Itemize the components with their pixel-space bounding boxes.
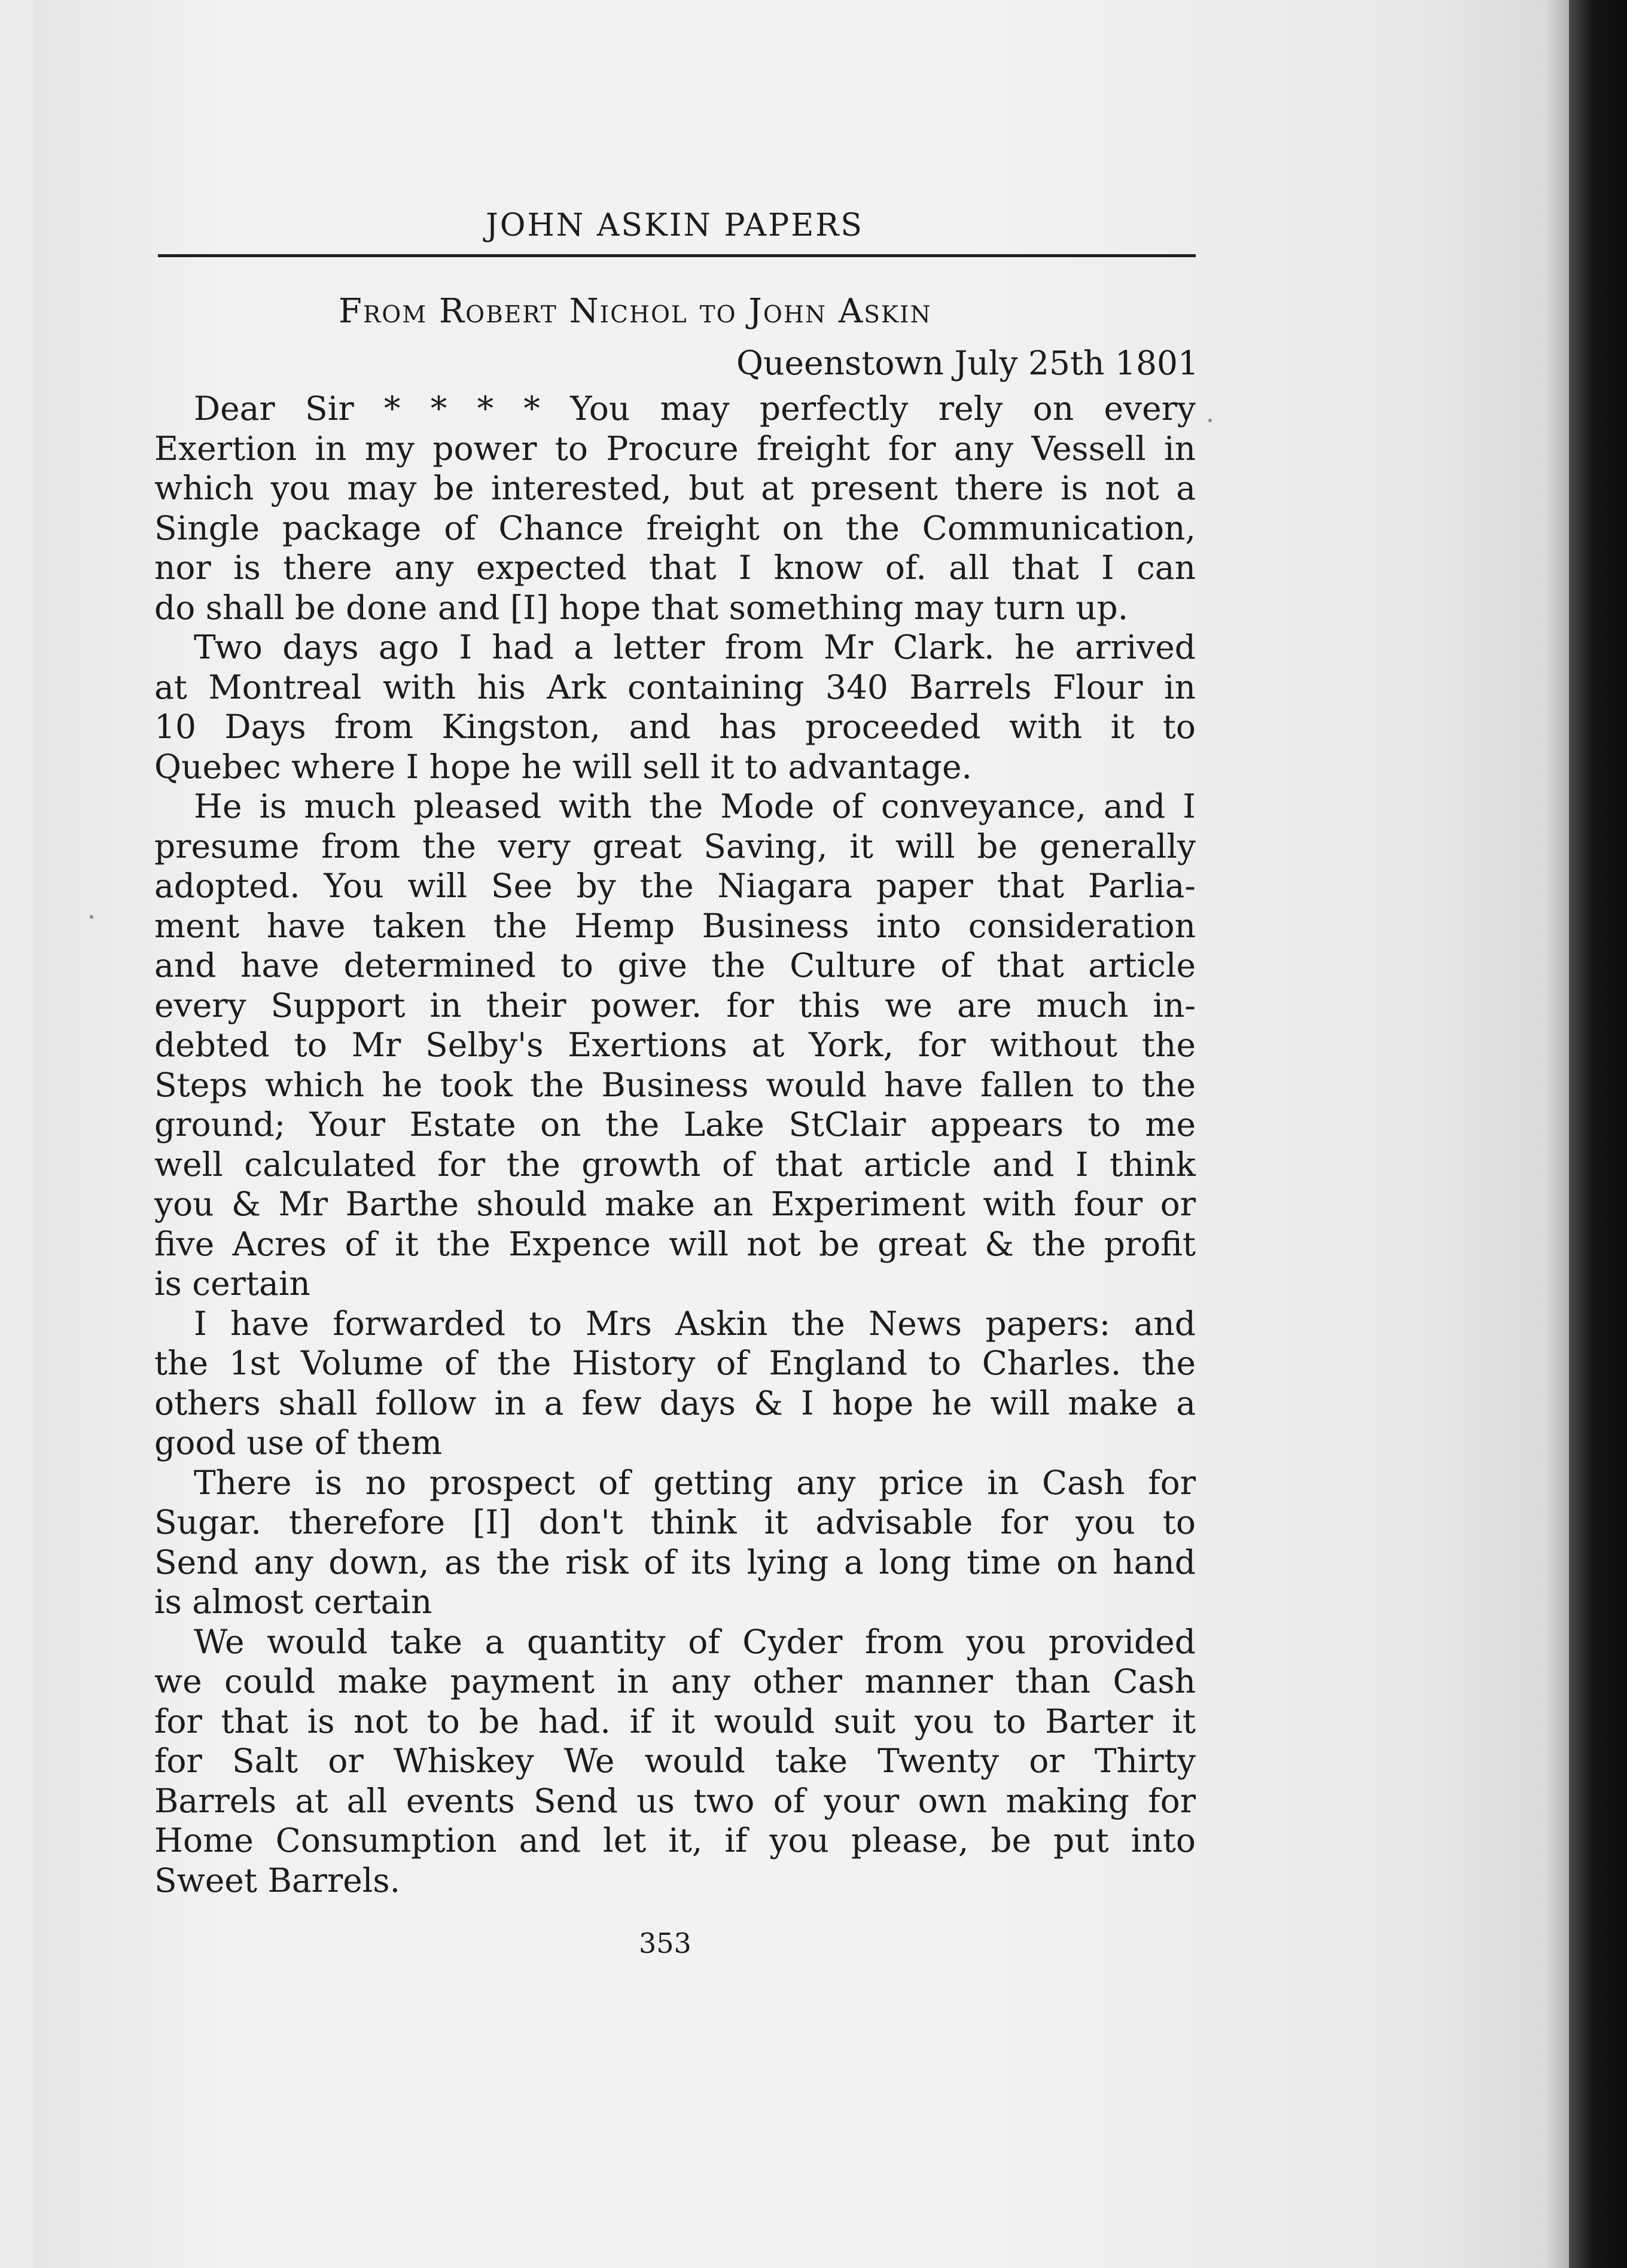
- binding-shadow: [1569, 0, 1627, 2268]
- letter-body: [154, 389, 1196, 1900]
- body-line: do shall be done and [I] hope that something may turn up.: [154, 588, 1129, 627]
- body-line: nor is there any expected that I know of. all that I can: [154, 548, 1196, 587]
- running-head: JOHN ASKIN PAPERS: [486, 208, 864, 243]
- body-line: is almost certain: [154, 1583, 432, 1621]
- body-line: debted to Mr Selby's Exertions at York, for without the: [154, 1026, 1196, 1064]
- letter-title: From Robert Nichol to John Askin: [339, 292, 932, 331]
- body-line: Home Consumption and let it, if you please, be put into: [154, 1821, 1196, 1859]
- body-line: well calculated for the growth of that article and I think: [154, 1145, 1196, 1184]
- body-line: presume from the very great Saving, it will be generally: [154, 827, 1196, 865]
- body-line: is certain: [154, 1264, 310, 1303]
- body-line: Exertion in my power to Procure freight for any Vessell in: [154, 429, 1196, 468]
- body-line: at Montreal with his Ark containing 340 Barrels Flour in: [154, 667, 1196, 706]
- body-line: for that is not to be had. if it would suit you to Barter it: [154, 1702, 1196, 1740]
- body-line: adopted. You will See by the Niagara paper that Parlia-: [154, 867, 1196, 905]
- body-line: Dear Sir * * * * You may perfectly rely on every: [194, 389, 1196, 428]
- body-line: Barrels at all events Send us two of your own making for: [154, 1781, 1196, 1820]
- body-line: I have forwarded to Mrs Askin the News papers: and: [194, 1304, 1196, 1343]
- body-line: Send any down, as the risk of its lying a long time on hand: [154, 1543, 1196, 1581]
- body-line: There is no prospect of getting any price in Cash for: [194, 1463, 1196, 1502]
- body-line: which you may be interested, but at present there is not a: [154, 469, 1196, 507]
- body-line: Sweet Barrels.: [154, 1861, 401, 1900]
- body-line: every Support in their power. for this we are much in-: [154, 986, 1196, 1025]
- body-line: Two days ago I had a letter from Mr Clark. he arrived: [194, 628, 1196, 666]
- body-line: and have determined to give the Culture of that article: [154, 946, 1196, 984]
- dateline: Queenstown July 25th 1801: [736, 344, 1199, 382]
- body-line: We would take a quantity of Cyder from you provided: [194, 1622, 1196, 1661]
- body-line: we could make payment in any other manner than Cash: [154, 1662, 1196, 1700]
- paper-speck: [90, 915, 93, 919]
- header-rule: [158, 254, 1196, 257]
- body-line: ment have taken the Hemp Business into consideration: [154, 906, 1196, 945]
- page-curl-shading: [1545, 0, 1569, 2268]
- body-line: the 1st Volume of the History of England to Charles. the: [154, 1344, 1196, 1382]
- body-line: 10 Days from Kingston, and has proceeded with it to: [154, 708, 1196, 746]
- body-line: you & Mr Barthe should make an Experiment with four or: [154, 1185, 1196, 1223]
- body-line: for Salt or Whiskey We would take Twenty or Thirty: [154, 1742, 1196, 1780]
- body-line: five Acres of it the Expence will not be great & the profit: [154, 1224, 1196, 1263]
- body-line: Quebec where I hope he will sell it to advantage.: [154, 747, 972, 786]
- body-line: good use of them: [154, 1423, 442, 1462]
- page-number: 353: [639, 1927, 691, 1959]
- body-line: Steps which he took the Business would have fallen to the: [154, 1065, 1196, 1104]
- paper-speck: [1208, 419, 1212, 422]
- body-line: Sugar. therefore [I] don't think it advisable for you to: [154, 1503, 1196, 1541]
- body-line: ground; Your Estate on the Lake StClair appears to me: [154, 1105, 1196, 1144]
- body-line: others shall follow in a few days & I hope he will make a: [154, 1383, 1196, 1422]
- body-line: Single package of Chance freight on the Communication,: [154, 508, 1196, 547]
- body-line: He is much pleased with the Mode of conveyance, and I: [194, 787, 1196, 825]
